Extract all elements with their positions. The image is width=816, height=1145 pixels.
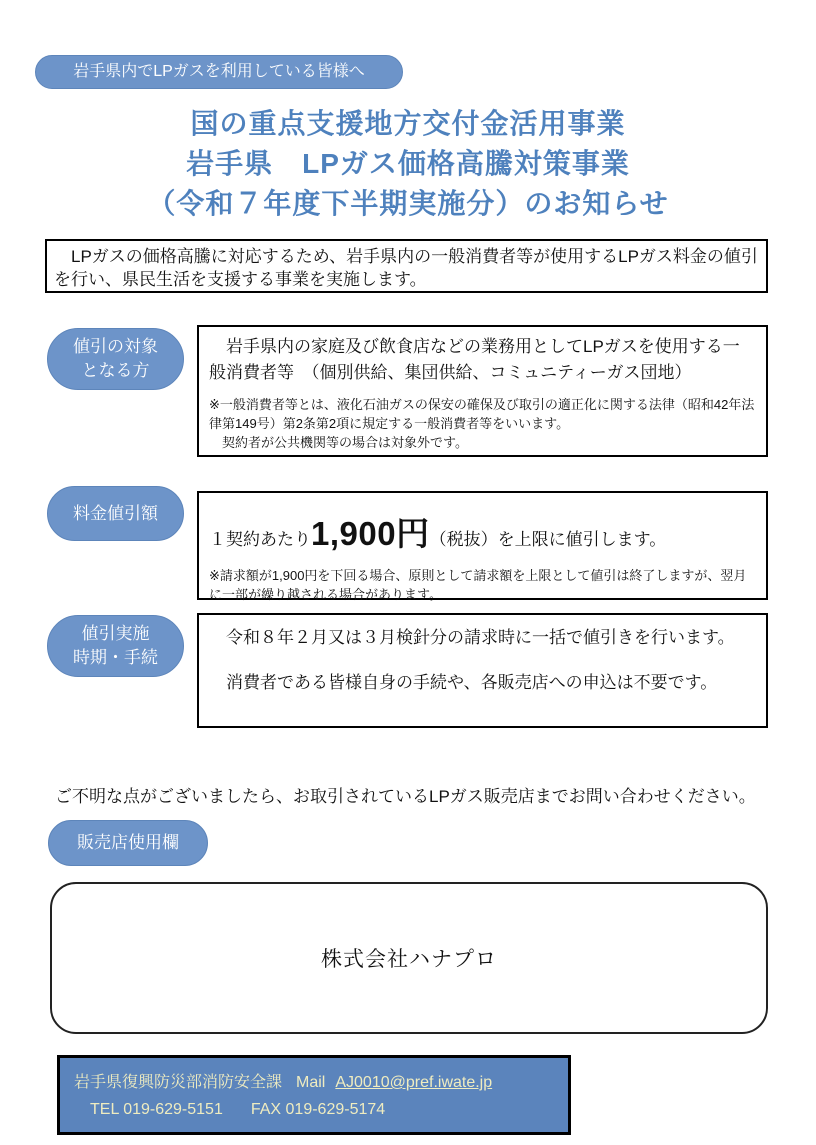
discount-label-text: 料金値引額 xyxy=(73,503,158,523)
schedule-body-line1: 令和８年２月又は３月検針分の請求時に一括で値引きを行います。 xyxy=(209,628,735,647)
footer-tel: TEL 019-629-5151 xyxy=(90,1101,223,1118)
eligibility-note-line1: ※一般消費者等とは、液化石油ガスの保安の確保及び取引の適正化に関する法律（昭和42年法律第149号）第2条第2項に規定する一般消費者等をいいます。 xyxy=(209,397,755,431)
eligibility-note-line2: 契約者が公共機関等の場合は対象外です。 xyxy=(209,435,468,450)
footer-fax: FAX 019-629-5174 xyxy=(250,1101,386,1118)
discount-amount-suffix: （税抜）を上限に値引します。 xyxy=(429,530,667,549)
eligibility-box xyxy=(197,325,768,457)
discount-note: ※請求額が1,900円を下回る場合、原則として請求額を上限として値引は終了しますが、翌月に一部が繰り越される場合があります。 xyxy=(209,568,747,602)
footer-email-link[interactable]: AJ0010@pref.iwate.jp xyxy=(335,1074,493,1091)
dealer-company-name: 株式会社ハナプロ xyxy=(321,948,497,971)
contact-note: ご不明な点がございましたら、お取引されているLPガス販売店までお問い合わせください。 xyxy=(55,787,756,806)
discount-amount-prefix: １契約あたり xyxy=(209,530,311,549)
schedule-box xyxy=(197,613,768,728)
footer-line-1 xyxy=(74,1071,568,1095)
eligibility-label xyxy=(47,328,184,390)
dealer-use-badge-label: 販売店使用欄 xyxy=(77,833,179,852)
eligibility-label-line1: 値引の対象 xyxy=(73,337,158,356)
title-line-3: （令和７年度下半期実施分）のお知らせ xyxy=(147,188,669,219)
footer-mail-label: Mail xyxy=(296,1074,326,1091)
audience-badge xyxy=(35,55,403,89)
discount-amount-value: 1,900円 xyxy=(311,515,430,552)
intro-text: LPガスの価格高騰に対応するため、岩手県内の一般消費者等が使用するLPガス料金の値引を行い、県民生活を支援する事業を実施します。 xyxy=(54,247,758,289)
discount-box xyxy=(197,491,768,600)
eligibility-label-line2: となる方 xyxy=(81,361,150,380)
title-line-1: 国の重点支援地方交付金活用事業 xyxy=(190,108,626,139)
footer-department: 岩手県復興防災部消防安全課 xyxy=(74,1074,283,1091)
schedule-label-line1: 値引実施 xyxy=(81,624,150,643)
footer-contact-box xyxy=(57,1055,571,1135)
footer-line-2 xyxy=(74,1098,568,1122)
schedule-body-line2: 消費者である皆様自身の手続や、各販売店への申込は不要です。 xyxy=(209,673,718,692)
discount-amount-line xyxy=(209,508,756,555)
audience-badge-label: 岩手県内でLPガスを利用している皆様へ xyxy=(73,63,365,80)
dealer-use-badge xyxy=(48,820,208,866)
title-line-2: 岩手県 LPガス価格高騰対策事業 xyxy=(186,148,630,179)
eligibility-note xyxy=(209,395,756,452)
eligibility-body: 岩手県内の家庭及び飲食店などの業務用としてLPガスを使用する一般消費者等 （個別供給、集団供給、コミュニティーガス団地） xyxy=(209,337,740,382)
dealer-stamp-box xyxy=(50,882,768,1034)
discount-label xyxy=(47,486,184,541)
schedule-label xyxy=(47,615,184,677)
intro-box xyxy=(45,239,768,293)
schedule-label-line2: 時期・手続 xyxy=(73,648,158,667)
page-title xyxy=(0,104,816,224)
